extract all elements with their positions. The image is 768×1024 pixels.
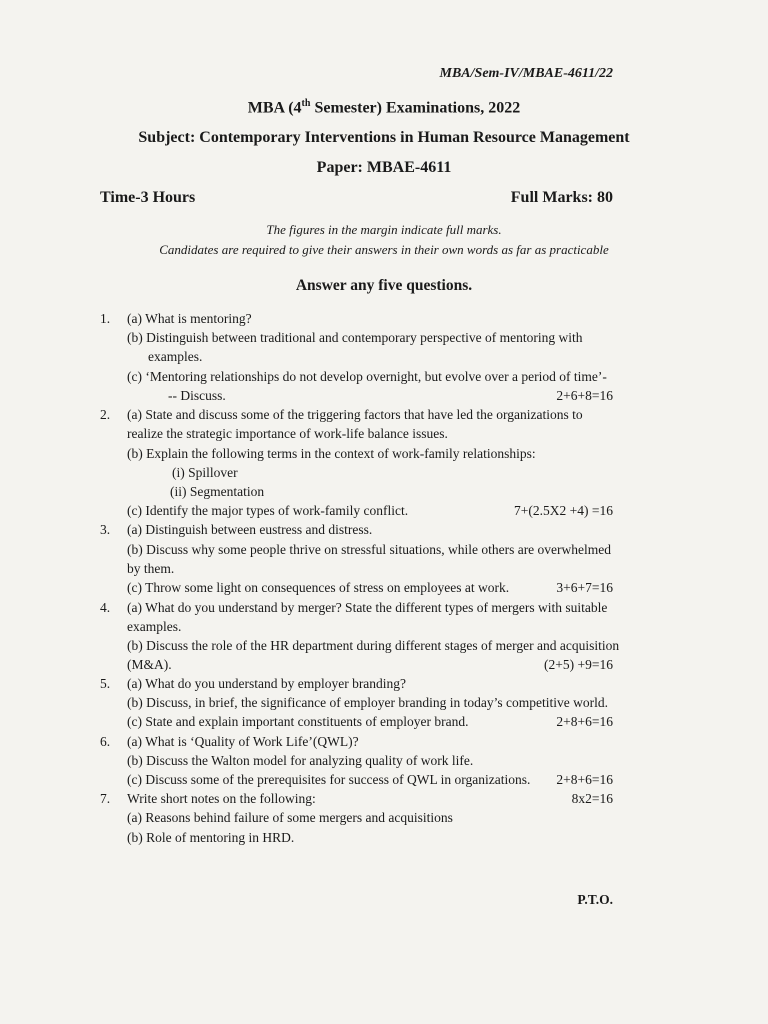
question-part: (a) Reasons behind failure of some mergers and acquisitions [127,810,453,825]
answer-instruction: Answer any five questions. [295,277,473,294]
question-number: 3. [100,522,111,537]
question-part-continued: (M&A). [127,657,172,672]
question-marks: 2+6+8=16 [556,388,613,403]
question-part: (a) What is mentoring? [127,311,252,326]
question-part: (c) ‘Mentoring relationships do not develop overnight, but evolve over a period of time’- [127,369,607,384]
subject-line: Subject: Contemporary Interventions in Human Resource Management [138,129,630,146]
question-part-continued: examples. [148,349,203,364]
question-marks: 8x2=16 [571,791,613,806]
question-part-continued: realize the strategic importance of work-life balance issues. [127,426,448,441]
title-superscript: th [301,98,311,109]
question-part: (b) Discuss the Walton model for analyzing quality of work life. [127,753,474,768]
question-part: (c) Discuss some of the prerequisites for success of QWL in organizations. [127,772,531,787]
question-part: (b) Discuss why some people thrive on stressful situations, while others are overwhelmed [127,542,612,557]
question-part: (a) What do you understand by merger? State the different types of mergers with suitable [127,600,608,615]
question-stem: Write short notes on the following: [127,791,316,806]
paper-line: Paper: MBAE-4611 [316,159,452,176]
question-part: (b) Role of mentoring in HRD. [127,830,295,845]
question-part: (b) Discuss the role of the HR department during different stages of merger and acquisition [127,638,620,653]
question-number: 2. [100,407,111,422]
exam-title [0,98,768,117]
question-part: (a) What is ‘Quality of Work Life’(QWL)? [127,734,359,749]
question-part: (b) Discuss, in brief, the significance of employer branding in today’s competitive world. [127,695,609,710]
time-allowed: Time-3 Hours [100,189,196,206]
question-part: (c) Identify the major types of work-family conflict. [127,503,409,518]
question-marks: 3+6+7=16 [556,580,613,595]
question-number: 4. [100,600,111,615]
instruction-own-words: Candidates are required to give their answers in their own words as far as practicable [159,242,609,257]
question-part-continued: by them. [127,561,175,576]
full-marks: Full Marks: 80 [510,189,613,206]
question-part: (c) Throw some light on consequences of stress on employees at work. [127,580,510,595]
question-part: (a) State and discuss some of the triggering factors that have led the organizations to [127,407,583,422]
question-subpart: (ii) Segmentation [170,484,265,499]
question-part-continued: examples. [127,619,182,634]
question-part: (b) Explain the following terms in the context of work-family relationships: [127,446,536,461]
question-number: 1. [100,311,111,326]
please-turn-over: P.T.O. [577,892,613,907]
question-part: (b) Distinguish between traditional and contemporary perspective of mentoring with [127,330,583,345]
title-prefix: MBA (4 [247,99,302,117]
paper-code: MBA/Sem-IV/MBAE-4611/22 [439,66,613,81]
question-marks: (2+5) +9=16 [544,657,613,672]
question-part: (a) What do you understand by employer branding? [127,676,407,691]
question-marks: 2+8+6=16 [556,714,613,729]
question-subpart: (i) Spillover [172,465,238,480]
instruction-margin: The figures in the margin indicate full marks. [266,222,502,237]
question-part-continued: -- Discuss. [168,388,226,403]
question-marks: 2+8+6=16 [556,772,613,787]
question-part: (c) State and explain important constituents of employer brand. [127,714,469,729]
question-number: 5. [100,676,111,691]
title-suffix: Semester) Examinations, 2022 [310,99,521,117]
question-number: 6. [100,734,111,749]
question-number: 7. [100,791,111,806]
question-part: (a) Distinguish between eustress and distress. [127,522,373,537]
question-marks: 7+(2.5X2 +4) =16 [514,503,613,518]
